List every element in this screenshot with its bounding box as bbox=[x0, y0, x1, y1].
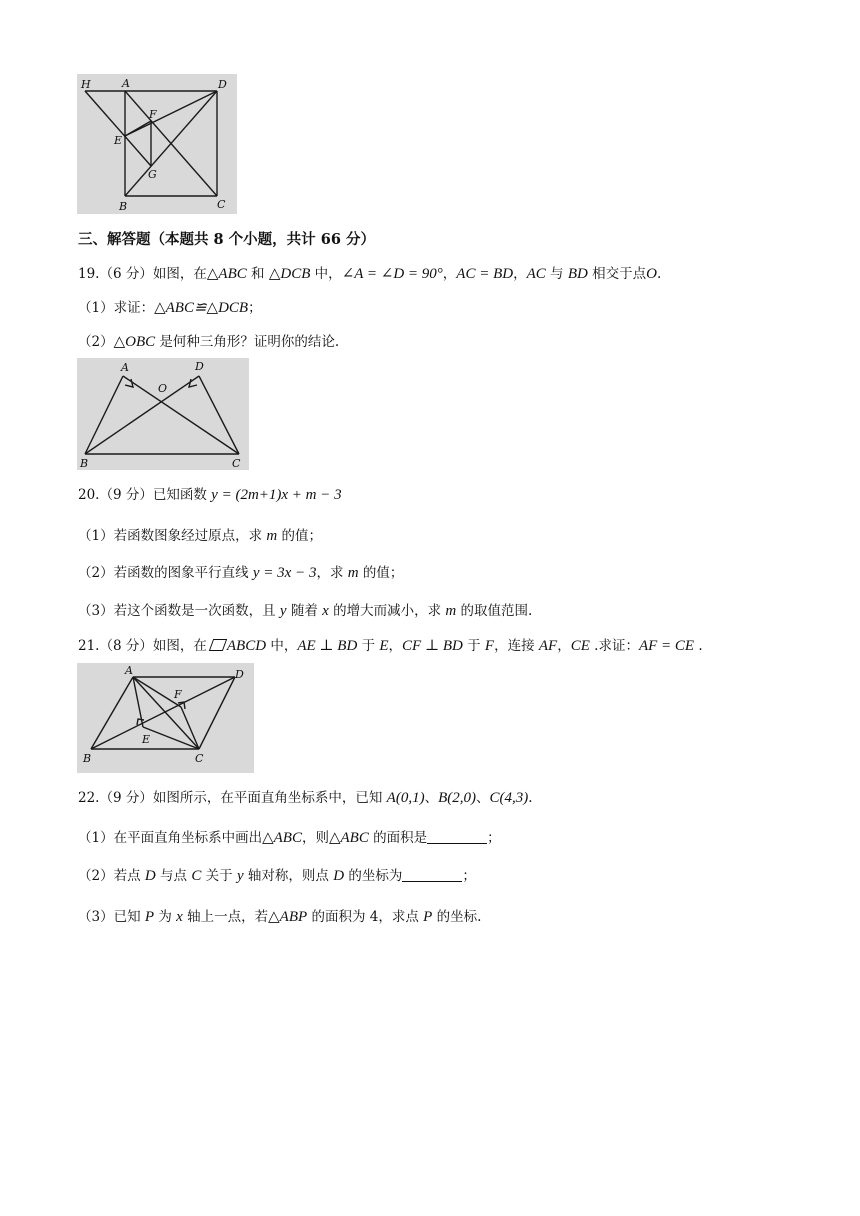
q21-text: ， bbox=[557, 638, 571, 654]
label-D: D bbox=[235, 668, 244, 681]
q22-p1-text: ，则 bbox=[301, 830, 329, 846]
q20-p3-math: y bbox=[279, 603, 287, 619]
label-B: B bbox=[80, 457, 89, 470]
figure-q18-drawing bbox=[77, 74, 237, 214]
q19-math: AC = BD bbox=[456, 266, 514, 282]
q19-part-2 bbox=[78, 332, 339, 352]
q20-part-1 bbox=[78, 526, 322, 546]
label-D: D bbox=[195, 360, 204, 373]
q21-score: （8 分） bbox=[99, 638, 153, 654]
label-C: C bbox=[195, 752, 204, 765]
q20-part-3 bbox=[78, 601, 532, 621]
q20-p3-math: x bbox=[322, 603, 329, 619]
q19-text: ， bbox=[442, 266, 457, 282]
q22-p3-text: 为 bbox=[154, 909, 177, 925]
q22-part-2 bbox=[78, 866, 476, 886]
parallelogram-icon bbox=[209, 639, 227, 651]
q21-math: E bbox=[379, 638, 389, 654]
label-C: C bbox=[217, 198, 226, 211]
q19-text: 如图，在 bbox=[152, 266, 207, 282]
q19-text: 和 bbox=[246, 266, 269, 282]
label-G: G bbox=[148, 168, 157, 181]
q22-text: . bbox=[528, 790, 533, 806]
q21-math: AF = CE bbox=[638, 638, 695, 654]
figure-q18 bbox=[77, 74, 237, 214]
label-E: E bbox=[142, 733, 151, 746]
q19-text: 与 bbox=[545, 266, 568, 282]
q22-p3-math: P bbox=[423, 909, 433, 925]
q22-part-3 bbox=[78, 907, 481, 927]
q21-text: 中， bbox=[266, 638, 298, 654]
q22-p3-text: 轴上一点，若 bbox=[182, 909, 269, 925]
label-D: D bbox=[218, 78, 227, 91]
figure-q21-drawing bbox=[77, 663, 254, 773]
label-F: F bbox=[174, 688, 182, 701]
answer-blank[interactable] bbox=[427, 829, 487, 844]
q19-statement bbox=[78, 264, 661, 284]
q21-math: AF bbox=[538, 638, 558, 654]
q19-score: （6 分） bbox=[99, 266, 153, 282]
q22-p2-text: （2）若点 bbox=[78, 868, 145, 884]
q21-text: .求证： bbox=[589, 638, 639, 654]
q20-p1-math: m bbox=[266, 528, 278, 544]
q20-p2-math: m bbox=[347, 565, 359, 581]
q22-p2-math: D bbox=[144, 868, 156, 884]
q20-p2-text: （2）若函数的图象平行直线 bbox=[78, 565, 253, 581]
q20-p3-end: 的取值范围. bbox=[456, 603, 533, 619]
label-A: A bbox=[122, 77, 130, 90]
q19-math: ∠A = ∠D = 90° bbox=[341, 266, 443, 282]
q19-number: 19. bbox=[78, 266, 100, 282]
q19-p1-math: △ABC≌△DCB bbox=[154, 300, 249, 316]
q22-p2-math: y bbox=[236, 868, 244, 884]
q20-number: 20. bbox=[78, 487, 100, 503]
q22-p2-math: D bbox=[333, 868, 345, 884]
q20-p3-math: m bbox=[445, 603, 457, 619]
q22-p3-end: 的坐标. bbox=[432, 909, 482, 925]
q19-math: BD bbox=[567, 266, 588, 282]
q19-p2-text: 是何种三角形？证明你的结论. bbox=[155, 334, 340, 350]
q22-number: 22. bbox=[78, 790, 100, 806]
q22-text: 、 bbox=[475, 790, 490, 806]
q22-part-1 bbox=[78, 828, 501, 848]
q19-math: AC bbox=[526, 266, 546, 282]
q21-text: 于 bbox=[357, 638, 380, 654]
label-B: B bbox=[119, 200, 128, 213]
q20-p2-end: 的值； bbox=[358, 565, 404, 581]
q22-p3-text: 的面积为 4，求点 bbox=[307, 909, 424, 925]
q19-math: O bbox=[646, 266, 657, 282]
q22-statement bbox=[78, 788, 533, 808]
q22-p1-text: 的面积是 bbox=[368, 830, 428, 846]
q19-p1-label: （1）求证： bbox=[78, 300, 155, 316]
q19-text: 中， bbox=[310, 266, 342, 282]
q20-p2-text: ，求 bbox=[316, 565, 348, 581]
q21-text: 于 bbox=[462, 638, 485, 654]
q22-p2-end: ； bbox=[462, 868, 476, 884]
q22-p2-text: 轴对称，则点 bbox=[243, 868, 334, 884]
q22-p2-text: 关于 bbox=[201, 868, 237, 884]
q22-p1-text: （1）在平面直角坐标系中画出 bbox=[78, 830, 263, 846]
q22-math: C(4,3) bbox=[489, 790, 529, 806]
q19-p1-end: ； bbox=[248, 300, 262, 316]
q22-p1-end: ； bbox=[487, 830, 501, 846]
q21-text: ，连接 bbox=[494, 638, 539, 654]
q22-p3-math: x bbox=[176, 909, 183, 925]
q21-text: . bbox=[694, 638, 703, 654]
q20-p3-text: 随着 bbox=[286, 603, 323, 619]
q19-text: . bbox=[657, 266, 662, 282]
q21-number: 21. bbox=[78, 638, 100, 654]
q21-math: ABCD bbox=[226, 638, 267, 654]
q20-math: y = (2m+1)x + m − 3 bbox=[211, 487, 342, 503]
label-B: B bbox=[83, 752, 92, 765]
q22-math: B(2,0) bbox=[438, 790, 476, 806]
q20-p3-text: 的增大而减小，求 bbox=[328, 603, 446, 619]
figure-q19 bbox=[77, 358, 249, 470]
q19-p2-label: （2） bbox=[78, 334, 114, 350]
q19-math: △ABC bbox=[206, 266, 247, 282]
q21-math: CE bbox=[570, 638, 590, 654]
q22-math: A(0,1) bbox=[386, 790, 425, 806]
q19-math: △DCB bbox=[268, 266, 311, 282]
q19-text: 相交于点 bbox=[587, 266, 647, 282]
q21-statement bbox=[78, 636, 703, 656]
q22-p1-math: △ABC bbox=[328, 830, 369, 846]
q21-math: CF ⊥ BD bbox=[402, 638, 463, 654]
q22-p1-math: △ABC bbox=[262, 830, 302, 846]
label-A: A bbox=[121, 361, 129, 374]
q20-part-2 bbox=[78, 563, 403, 583]
q22-text: 、 bbox=[424, 790, 439, 806]
section-3-heading: 三、解答题（本题共 8 个小题，共计 66 分） bbox=[78, 231, 375, 248]
q22-p3-text: （3）已知 bbox=[78, 909, 145, 925]
q21-text: 如图，在 bbox=[152, 638, 207, 654]
q21-math: F bbox=[484, 638, 495, 654]
q20-p1-text: （1）若函数图象经过原点，求 bbox=[78, 528, 267, 544]
q22-p2-text: 的坐标为 bbox=[344, 868, 403, 884]
figure-q21 bbox=[77, 663, 254, 773]
q20-p2-math: y = 3x − 3 bbox=[252, 565, 317, 581]
label-E: E bbox=[114, 134, 123, 147]
q22-p3-math: △ABP bbox=[268, 909, 308, 925]
q20-score: （9 分） bbox=[99, 487, 153, 503]
label-O: O bbox=[158, 382, 168, 395]
label-F: F bbox=[149, 108, 157, 121]
q22-score: （9 分） bbox=[99, 790, 153, 806]
q19-text: ， bbox=[513, 266, 527, 282]
q21-text: ， bbox=[388, 638, 403, 654]
q22-p2-text: 与点 bbox=[155, 868, 192, 884]
q22-text: 如图所示，在平面直角坐标系中，已知 bbox=[152, 790, 387, 806]
q22-p2-math: C bbox=[191, 868, 202, 884]
q19-part-1 bbox=[78, 298, 262, 318]
q20-statement bbox=[78, 485, 342, 505]
q20-p1-end: 的值； bbox=[277, 528, 323, 544]
label-C: C bbox=[232, 457, 241, 470]
answer-blank[interactable] bbox=[402, 867, 462, 882]
q19-p2-math: △OBC bbox=[113, 334, 156, 350]
q21-math: AE ⊥ BD bbox=[297, 638, 358, 654]
q20-p3-text: （3）若这个函数是一次函数，且 bbox=[78, 603, 280, 619]
figure-q19-drawing bbox=[77, 358, 249, 470]
label-A: A bbox=[125, 664, 133, 677]
q20-text: 已知函数 bbox=[152, 487, 212, 503]
label-H: H bbox=[81, 78, 91, 91]
q22-p3-math: P bbox=[144, 909, 155, 925]
